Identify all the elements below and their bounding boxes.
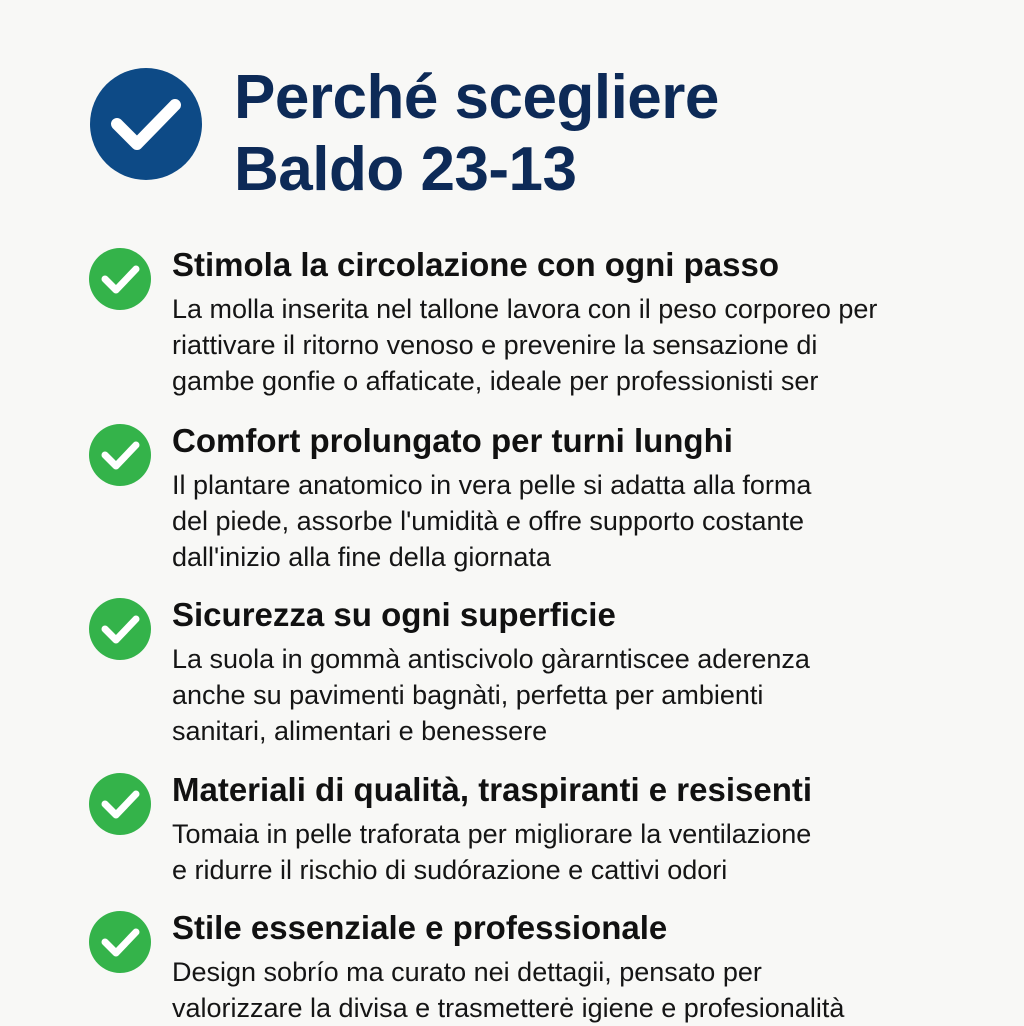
feature-title: Comfort prolungato per turni lunghi — [172, 422, 733, 459]
check-circle-icon — [88, 772, 152, 836]
check-circle-icon — [88, 423, 152, 487]
feature-description-line: anche su pavimenti bagnàti, perfetta per ambienti — [172, 680, 764, 710]
check-circle-icon — [88, 597, 152, 661]
feature-description-line: Tomaia in pelle traforata per migliorare la ventilazione — [172, 819, 812, 849]
feature-description — [172, 816, 952, 888]
check-circle-icon — [88, 910, 152, 974]
page-title — [234, 62, 719, 206]
feature-description-line: riattivare il ritorno venoso e prevenire la sensazione di — [172, 330, 818, 360]
feature-title: Stimola la circolazione con ogni passo — [172, 246, 779, 283]
feature-description-line: Design sobrío ma curato nei dettagii, pensato per — [172, 957, 762, 987]
feature-title: Materiali di qualità, traspiranti e resisenti — [172, 771, 813, 808]
feature-description-line: e ridurre il rischio di sudórazione e cattivi odori — [172, 855, 728, 885]
feature-description-line: La suola in gommà antiscivolo gàrarntiscee aderenza — [172, 644, 810, 674]
feature-title: Stile essenziale e professionale — [172, 909, 668, 946]
page-title-line-2: Baldo 23-13 — [234, 135, 577, 204]
check-circle-icon — [88, 66, 204, 182]
feature-description-line: del piede, assorbe l'umidità e offre supporto costante — [172, 506, 805, 536]
check-circle-icon — [88, 247, 152, 311]
feature-description-line: gambe gonfie o affaticate, ideale per professionisti ser — [172, 366, 819, 396]
feature-description — [172, 641, 952, 749]
feature-description — [172, 954, 952, 1026]
feature-description — [172, 291, 952, 399]
feature-description-line: valorizzare la divisa e trasmetterė igiene e profesionalità — [172, 993, 845, 1023]
feature-description-line: La molla inserita nel tallone lavora con il peso corporeo per — [172, 294, 878, 324]
page-header — [88, 62, 988, 212]
page-title-line-1: Perché scegliere — [234, 63, 719, 132]
feature-description — [172, 467, 952, 575]
feature-description-line: sanitari, alimentari e benessere — [172, 716, 548, 746]
feature-description-line: dall'inizio alla fine della giornata — [172, 542, 551, 572]
feature-description-line: Il plantare anatomico in vera pelle si adatta alla forma — [172, 470, 812, 500]
feature-title: Sicurezza su ogni superficie — [172, 596, 616, 633]
